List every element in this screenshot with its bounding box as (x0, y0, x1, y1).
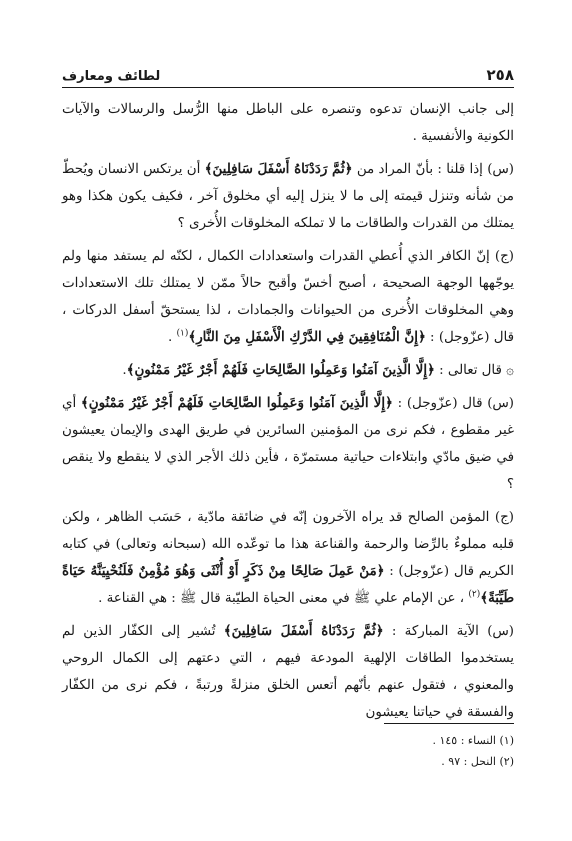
quran-verse: ﴿إِنَّ الْمُنَافِقِينَ فِي الدَّرْكِ الْأَسْفَلِ مِنَ النَّارِ﴾ (188, 329, 426, 345)
paragraph (62, 504, 514, 612)
quran-verse: ﴿مَنْ عَمِلَ صَالِحًا مِنْ ذَكَرٍ أَوْ أُنْثَى وَهُوَ مُؤْمِنٌ فَلَنُحْيِيَنَّهُ حَيَاةً طَيِّبَةً﴾ (62, 563, 514, 606)
paragraph (62, 618, 514, 726)
footnote-reference: (١) (176, 328, 189, 339)
text-run: (س) إذا قلنا : بأنّ المراد من (352, 162, 514, 177)
footnotes (62, 730, 514, 772)
paragraph (62, 243, 514, 351)
text-run: (ج) المؤمن الصالح قد يراه الآخرون إنّه في ضائقة مادّية ، حَسَب الظاهر ، ولكن قلبه مملوءٌ بالرِّضا والرحمة والقناعة هذا ما توعّده الله (سبحانه وتعالى) في كتابه الكريم قال (عزّوجل) : (62, 510, 514, 579)
paragraph (62, 96, 514, 150)
text-run: (ج) إنّ الكافر الذي أُعطي القدرات واستعدادات الكمال ، لكنّه لم يستفد منها ولم يوجّهها الوجهة الصحيحة ، أصبح أخسّ وأقبح حالاً ممّن لا يمتلك تلك الاستعدادات وهي المخلوقات الأُخرى من الحيوانات والجمادات ، لذا يستحقّ أسفل الدركات ، قال (عزّوجل) : (62, 249, 514, 345)
page-header (62, 62, 514, 84)
text-run: . (167, 330, 177, 345)
text-run: ، عن الإمام علي ﷺ في معنى الحياة الطيّبة قال ﷺ : هي القناعة . (98, 591, 469, 606)
footnote-reference: (٢) (468, 589, 481, 600)
text-run: (س) الآية المباركة : (383, 624, 514, 639)
text-run: أي غير مقطوع ، فكم نرى من المؤمنين السائرين في طريق الهدى والإيمان يعيشون في ضيق مادّي وابتلاءات حياتية مستمرّة ، فأين ذلك الأجر الذي لا ينقطع ولا ينقص ؟ (62, 396, 514, 492)
footnote: (١) النساء : ١٤٥ . (432, 734, 514, 747)
footnote: (٢) النحل : ٩٧ . (441, 755, 514, 768)
text-run: (س) قال (عزّوجل) : (392, 396, 514, 411)
running-title: لطائف ومعارف (62, 69, 161, 84)
text-run: إلى جانب الإنسان تدعوه وتنصره على الباطل منها الرُّسل والرسالات والآيات الكونية والأنفسية . (62, 102, 514, 144)
quran-verse: ﴿ثُمَّ رَدَدْنَاهُ أَسْفَلَ سَافِلِينَ﴾ (223, 623, 384, 639)
quran-verse: ﴿ثُمَّ رَدَدْنَاهُ أَسْفَلَ سَافِلِينَ﴾ (204, 161, 353, 177)
quran-verse: ﴿إِلَّا الَّذِينَ آمَنُوا وَعَمِلُوا الصَّالِحَاتِ فَلَهُمْ أَجْرٌ غَيْرُ مَمْنُونٍ﴾ (126, 362, 435, 378)
footnote-divider (384, 723, 514, 724)
page-body-text (62, 96, 514, 732)
paragraph (62, 357, 514, 384)
text-run: ۞ قال تعالى : (434, 363, 514, 378)
page-number: ٢٥٨ (486, 66, 514, 84)
text-run: تُشير إلى الكفّار الذين لم يستخدموا الطاقات الإلهية المودعة فيهم ، التي دعتهم إلى الكمال الروحي والمعنوي ، فتقول عنهم بأنّهم أتعس الخلق منزلةً ورتبةً ، فكم نرى من الكفّار والفسقة في حياتنا يعيشون (62, 624, 514, 720)
paragraph (62, 156, 514, 237)
quran-verse: ﴿إِلَّا الَّذِينَ آمَنُوا وَعَمِلُوا الصَّالِحَاتِ فَلَهُمْ أَجْرٌ غَيْرُ مَمْنُونٍ﴾ (80, 395, 393, 411)
text-run: أن يرتكس الانسان ويُحطّ من شأنه وتنزل قيمته إلى ما لا ينزل إليه أي مخلوق آخر ، فكيف يكون هكذا وهو يمتلك من القدرات والطاقات ما لا تملكه المخلوقات الأُخرى ؟ (62, 162, 514, 231)
header-divider (62, 87, 514, 88)
text-run: . (122, 363, 127, 378)
paragraph (62, 390, 514, 498)
